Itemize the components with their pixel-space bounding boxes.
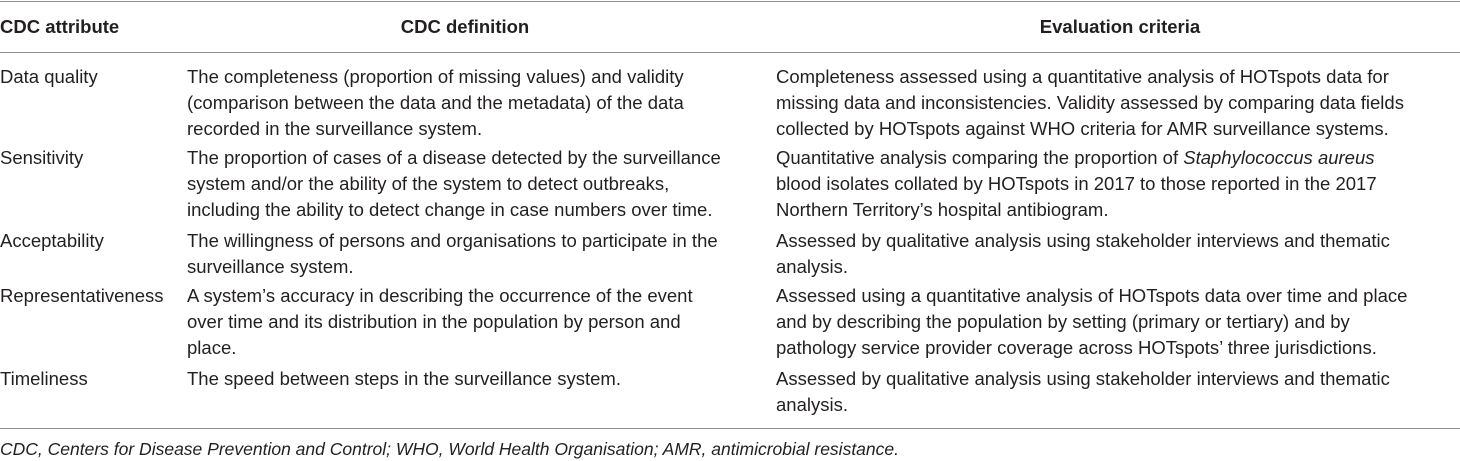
criteria-line: and by describing the population by setting (primary or tertiary) and by [776,311,1350,332]
attribute-cell: Acceptability [0,230,104,251]
attribute-cell: Timeliness [0,368,88,389]
criteria-line: analysis. [776,256,848,277]
table-bottom-rule [0,428,1460,429]
criteria-line-1 [776,145,1456,171]
criteria-line: Assessed using a quantitative analysis of HOTspots data over time and place [776,285,1408,306]
definition-line: over time and its distribution in the population by person and [187,311,681,332]
header-evaluation-criteria: Evaluation criteria [1039,16,1201,37]
criteria-line: blood isolates collated by HOTspots in 2017 to those reported in the 2017 [776,173,1377,194]
criteria-line: missing data and inconsistencies. Validity assessed by comparing data fields [776,92,1404,113]
attribute-cell: Data quality [0,66,98,87]
criteria-line: Northern Territory’s hospital antibiogram. [776,199,1109,220]
attribute-cell: Sensitivity [0,147,84,168]
definition-line: The speed between steps in the surveillance system. [187,368,621,389]
header-rule [0,52,1460,53]
definition-cell [187,228,762,280]
definition-line: recorded in the surveillance system. [187,118,483,139]
criteria-line: Assessed by qualitative analysis using stakeholder interviews and thematic [776,368,1390,389]
definition-line: system and/or the ability of the system to detect outbreaks, [187,173,670,194]
criteria-cell [776,64,1456,142]
criteria-cell [776,145,1456,223]
definition-line: The willingness of persons and organisations to participate in the [187,230,718,251]
table-footnote: CDC, Centers for Disease Prevention and Control; WHO, World Health Organisation; AMR, antimicrobial resistance. [0,439,899,459]
definition-cell [187,64,762,142]
criteria-cell [776,228,1456,280]
definition-line: including the ability to detect change in case numbers over time. [187,199,713,220]
definition-line: The proportion of cases of a disease detected by the surveillance [187,147,721,168]
header-cdc-definition: CDC definition [400,16,530,37]
definition-line: place. [187,337,237,358]
species-name: Staphylococcus aureus [1183,147,1375,168]
definition-cell [187,145,762,223]
definition-cell [187,283,762,361]
criteria-line: Assessed by qualitative analysis using stakeholder interviews and thematic [776,230,1390,251]
criteria-cell [776,366,1456,418]
header-cdc-attribute: CDC attribute [0,16,120,37]
definition-cell [187,366,762,392]
criteria-line: Completeness assessed using a quantitative analysis of HOTspots data for [776,66,1389,87]
criteria-cell [776,283,1456,361]
definition-line: A system’s accuracy in describing the occurrence of the event [187,285,693,306]
definition-line: (comparison between the data and the metadata) of the data [187,92,684,113]
criteria-line: pathology service provider coverage across HOTspots’ three jurisdictions. [776,337,1377,358]
definition-line: The completeness (proportion of missing values) and validity [187,66,684,87]
definition-line: surveillance system. [187,256,354,277]
criteria-line: analysis. [776,394,848,415]
criteria-line: collected by HOTspots against WHO criteria for AMR surveillance systems. [776,118,1389,139]
criteria-text: Quantitative analysis comparing the proportion of [776,147,1184,168]
attribute-cell: Representativeness [0,285,164,306]
table-top-rule [0,1,1460,2]
